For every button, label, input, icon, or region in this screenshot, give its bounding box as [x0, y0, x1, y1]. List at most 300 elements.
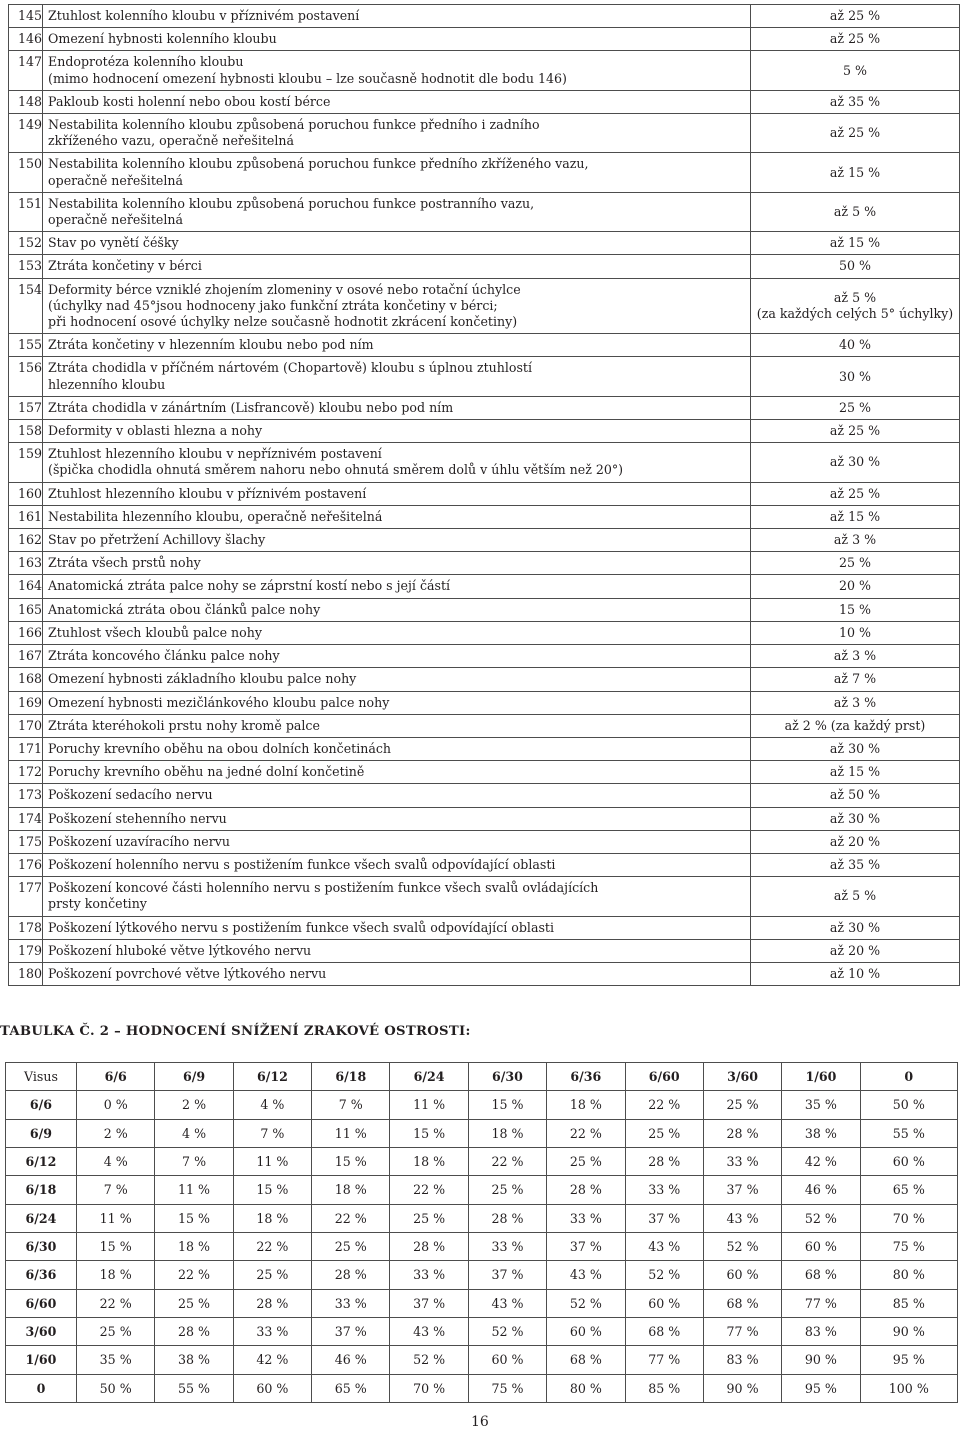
acuity-cell: 25 % [77, 1317, 155, 1345]
injury-percentage-value: 50 % [839, 258, 871, 274]
acuity-column-header: 3/60 [703, 1063, 781, 1091]
injury-description [43, 114, 751, 153]
injury-row [9, 90, 960, 113]
injury-number: 172 [9, 761, 43, 784]
injury-number: 161 [9, 505, 43, 528]
acuity-cell: 50 % [860, 1091, 957, 1119]
injury-description-line: operačně neřešitelná [48, 172, 183, 188]
injury-percentage-value: 25 % [839, 399, 871, 415]
injury-description [43, 278, 751, 334]
injury-percentage-value: až 25 % [829, 423, 881, 439]
injury-description [43, 807, 751, 830]
injury-row [9, 153, 960, 192]
injury-description [43, 443, 751, 482]
acuity-column-header: 6/36 [547, 1063, 625, 1091]
injury-description [43, 529, 751, 552]
acuity-cell: 25 % [233, 1261, 311, 1289]
acuity-column-header: 6/60 [625, 1063, 703, 1091]
injury-percentage [751, 807, 960, 830]
acuity-cell: 52 % [547, 1289, 625, 1317]
acuity-cell: 15 % [390, 1119, 468, 1147]
injury-number: 167 [9, 645, 43, 668]
injury-description-line: (mimo hodnocení omezení hybnosti kloubu – lze současně hodnotit dle bodu 146) [48, 70, 567, 86]
acuity-cell: 28 % [547, 1176, 625, 1204]
injury-description [43, 5, 751, 28]
acuity-cell: 33 % [468, 1232, 546, 1260]
injury-number: 173 [9, 784, 43, 807]
injury-description-line: Stav po přetržení Achillovy šlachy [48, 532, 266, 548]
injury-description-line: Nestabilita kolenního kloubu způsobená poruchou funkce předního zkříženého vazu, [48, 156, 589, 172]
injury-description [43, 28, 751, 51]
injury-row [9, 784, 960, 807]
acuity-row [6, 1176, 958, 1204]
injury-row [9, 5, 960, 28]
acuity-column-header: 6/9 [155, 1063, 233, 1091]
injury-row [9, 192, 960, 231]
acuity-cell: 42 % [782, 1147, 860, 1175]
injury-description-line: Poruchy krevního oběhu na obou dolních končetinách [48, 740, 392, 756]
injury-number: 149 [9, 114, 43, 153]
acuity-cell: 28 % [390, 1232, 468, 1260]
injury-description-line: Ztráta koncového článku palce nohy [48, 648, 280, 664]
acuity-cell: 37 % [390, 1289, 468, 1317]
injury-description [43, 598, 751, 621]
injury-number: 168 [9, 668, 43, 691]
injury-description-line: hlezenního kloubu [48, 376, 166, 392]
injury-percentage [751, 357, 960, 396]
injury-percentage-value: až 25 % [829, 485, 881, 501]
injury-description-line: prsty končetiny [48, 896, 147, 912]
acuity-cell: 68 % [782, 1261, 860, 1289]
acuity-cell: 60 % [625, 1289, 703, 1317]
page-number: 16 [471, 1414, 489, 1430]
acuity-cell: 95 % [782, 1374, 860, 1402]
acuity-cell: 33 % [625, 1176, 703, 1204]
injury-row [9, 334, 960, 357]
injury-percentage [751, 28, 960, 51]
injury-number: 180 [9, 962, 43, 985]
injury-row [9, 357, 960, 396]
injury-description-line: Stav po vynětí čéšky [48, 235, 179, 251]
table-2-title: TABULKA Č. 2 – HODNOCENÍ SNÍŽENÍ ZRAKOVÉ OSTROSTI: [0, 1024, 471, 1039]
injury-description-line: Omezení hybnosti základního kloubu palce nohy [48, 671, 357, 687]
acuity-cell: 83 % [782, 1317, 860, 1345]
acuity-cell: 22 % [155, 1261, 233, 1289]
acuity-cell: 11 % [312, 1119, 390, 1147]
acuity-cell: 22 % [312, 1204, 390, 1232]
injury-description [43, 505, 751, 528]
acuity-cell: 42 % [233, 1346, 311, 1374]
acuity-cell: 52 % [390, 1346, 468, 1374]
acuity-column-header: 0 [860, 1063, 957, 1091]
acuity-cell: 46 % [312, 1346, 390, 1374]
acuity-cell: 60 % [703, 1261, 781, 1289]
acuity-cell: 43 % [468, 1289, 546, 1317]
acuity-cell: 18 % [77, 1261, 155, 1289]
injury-percentage [751, 114, 960, 153]
injury-description [43, 784, 751, 807]
acuity-cell: 15 % [468, 1091, 546, 1119]
injury-description-line: Deformity bérce vzniklé zhojením zlomeniny v osové nebo rotační úchylce [48, 281, 521, 297]
injury-description-line: Poškození povrchové větve lýtkového nervu [48, 965, 327, 981]
injury-number: 164 [9, 575, 43, 598]
injury-row [9, 691, 960, 714]
acuity-cell: 70 % [860, 1204, 957, 1232]
injury-description [43, 962, 751, 985]
acuity-cell: 37 % [312, 1317, 390, 1345]
injury-description-line: Poškození lýtkového nervu s postižením funkce všech svalů odpovídající oblasti [48, 919, 555, 935]
injury-percentage-value: až 3 % [833, 694, 877, 710]
injury-number: 145 [9, 5, 43, 28]
acuity-cell: 52 % [625, 1261, 703, 1289]
acuity-cell: 65 % [860, 1176, 957, 1204]
acuity-row-header: 6/24 [6, 1204, 77, 1232]
injury-description-line: (úchylky nad 45°jsou hodnoceny jako funkční ztráta končetiny v bérci; [48, 297, 498, 313]
injury-number: 177 [9, 877, 43, 916]
injury-number: 153 [9, 255, 43, 278]
acuity-cell: 18 % [233, 1204, 311, 1232]
acuity-cell: 37 % [468, 1261, 546, 1289]
acuity-cell: 37 % [703, 1176, 781, 1204]
acuity-cell: 37 % [547, 1232, 625, 1260]
acuity-cell: 22 % [77, 1289, 155, 1317]
injury-description-line: Ztráta chodidla v zánártním (Lisfrancově) kloubu nebo pod ním [48, 399, 454, 415]
acuity-cell: 90 % [782, 1346, 860, 1374]
injury-percentage-value: až 35 % [829, 856, 881, 872]
acuity-cell: 22 % [233, 1232, 311, 1260]
acuity-cell: 18 % [155, 1232, 233, 1260]
injury-description-line: Omezení hybnosti mezičlánkového kloubu palce nohy [48, 694, 390, 710]
injury-description-line: Poruchy krevního oběhu na jedné dolní končetině [48, 764, 365, 780]
injury-row [9, 598, 960, 621]
acuity-cell: 25 % [625, 1119, 703, 1147]
injury-description-line: Pakloub kosti holenní nebo obou kostí bérce [48, 93, 331, 109]
acuity-row [6, 1204, 958, 1232]
injury-number: 147 [9, 51, 43, 90]
acuity-row-header: 6/60 [6, 1289, 77, 1317]
acuity-row-header: 6/36 [6, 1261, 77, 1289]
injury-row [9, 255, 960, 278]
injury-row [9, 877, 960, 916]
acuity-cell: 7 % [233, 1119, 311, 1147]
injury-row [9, 737, 960, 760]
injury-row [9, 939, 960, 962]
injury-row [9, 529, 960, 552]
injury-description-line: operačně neřešitelná [48, 212, 183, 228]
acuity-cell: 85 % [860, 1289, 957, 1317]
injury-row [9, 714, 960, 737]
acuity-cell: 90 % [703, 1374, 781, 1402]
acuity-cell: 2 % [155, 1091, 233, 1119]
injury-percentage-value: až 5 % [833, 203, 877, 219]
injury-percentage-value: až 15 % [829, 508, 881, 524]
injury-number: 159 [9, 443, 43, 482]
injury-percentage [751, 5, 960, 28]
injury-number: 146 [9, 28, 43, 51]
injury-row [9, 505, 960, 528]
acuity-cell: 7 % [155, 1147, 233, 1175]
injury-number: 179 [9, 939, 43, 962]
acuity-row-header: 3/60 [6, 1317, 77, 1345]
injury-description-line: Omezení hybnosti kolenního kloubu [48, 31, 277, 47]
acuity-corner-label: Visus [6, 1063, 77, 1091]
injury-description [43, 714, 751, 737]
acuity-cell: 95 % [860, 1346, 957, 1374]
injury-description-line: Ztuhlost hlezenního kloubu v nepříznivém postavení [48, 446, 382, 462]
injury-percentage [751, 598, 960, 621]
acuity-cell: 50 % [77, 1374, 155, 1402]
acuity-cell: 18 % [390, 1147, 468, 1175]
acuity-cell: 85 % [625, 1374, 703, 1402]
injury-percentage [751, 90, 960, 113]
injury-row [9, 575, 960, 598]
injury-description-line: Poškození hluboké větve lýtkového nervu [48, 942, 312, 958]
acuity-cell: 22 % [625, 1091, 703, 1119]
injury-percentage-value: 20 % [839, 578, 871, 594]
injury-row [9, 443, 960, 482]
injury-percentage-value: až 15 % [829, 764, 881, 780]
injury-percentage [751, 737, 960, 760]
injury-percentage [751, 877, 960, 916]
injury-description [43, 916, 751, 939]
acuity-cell: 28 % [468, 1204, 546, 1232]
acuity-cell: 11 % [77, 1204, 155, 1232]
acuity-cell: 4 % [233, 1091, 311, 1119]
acuity-cell: 77 % [782, 1289, 860, 1317]
injury-description [43, 575, 751, 598]
injury-percentage [751, 645, 960, 668]
injury-description [43, 153, 751, 192]
injury-percentage-value: až 35 % [829, 93, 881, 109]
acuity-cell: 28 % [233, 1289, 311, 1317]
acuity-cell: 25 % [155, 1289, 233, 1317]
injury-percentage [751, 714, 960, 737]
acuity-cell: 22 % [468, 1147, 546, 1175]
acuity-row-header: 6/30 [6, 1232, 77, 1260]
injury-description-line: při hodnocení osové úchylky nelze současně hodnotit zkrácení končetiny) [48, 314, 518, 330]
acuity-cell: 68 % [547, 1346, 625, 1374]
acuity-cell: 15 % [77, 1232, 155, 1260]
injury-percentage [751, 192, 960, 231]
acuity-cell: 11 % [390, 1091, 468, 1119]
acuity-cell: 35 % [77, 1346, 155, 1374]
injury-description-line: Nestabilita kolenního kloubu způsobená poruchou funkce postranního vazu, [48, 195, 535, 211]
injury-description-line: Ztráta končetiny v hlezenním kloubu nebo pod ním [48, 337, 374, 353]
acuity-cell: 100 % [860, 1374, 957, 1402]
injury-percentage-value: až 25 % [829, 31, 881, 47]
injury-number: 176 [9, 853, 43, 876]
injury-description-line: Ztuhlost hlezenního kloubu v příznivém postavení [48, 485, 367, 501]
injury-percentage [751, 761, 960, 784]
acuity-cell: 60 % [860, 1147, 957, 1175]
injury-percentage-value: až 50 % [829, 787, 881, 803]
acuity-row-header: 6/9 [6, 1119, 77, 1147]
acuity-cell: 90 % [860, 1317, 957, 1345]
injury-percentage-value: až 25 % [829, 125, 881, 141]
injury-percentage-value: až 15 % [829, 164, 881, 180]
injury-row [9, 668, 960, 691]
injury-description [43, 396, 751, 419]
injury-description-line: Poškození sedacího nervu [48, 787, 213, 803]
injury-percentage [751, 255, 960, 278]
injury-percentage [751, 278, 960, 334]
injury-percentage [751, 621, 960, 644]
injury-percentage [751, 153, 960, 192]
acuity-cell: 4 % [155, 1119, 233, 1147]
acuity-cell: 43 % [390, 1317, 468, 1345]
acuity-cell: 25 % [312, 1232, 390, 1260]
acuity-cell: 83 % [703, 1346, 781, 1374]
injury-description [43, 737, 751, 760]
injury-number: 157 [9, 396, 43, 419]
acuity-cell: 38 % [155, 1346, 233, 1374]
injury-percentage [751, 552, 960, 575]
injury-percentage [751, 784, 960, 807]
injury-number: 163 [9, 552, 43, 575]
injury-description-line: Nestabilita kolenního kloubu způsobená poruchou funkce předního i zadního [48, 117, 540, 133]
injury-percentage-value: až 20 % [829, 942, 881, 958]
injury-description-line: Anatomická ztráta palce nohy se záprstní kostí nebo s její částí [48, 578, 451, 594]
injury-description [43, 830, 751, 853]
injury-number: 156 [9, 357, 43, 396]
injury-number: 166 [9, 621, 43, 644]
injury-percentage-value: až 15 % [829, 235, 881, 251]
acuity-cell: 52 % [782, 1204, 860, 1232]
injury-description-line: Poškození stehenního nervu [48, 810, 227, 826]
acuity-row [6, 1374, 958, 1402]
injury-row [9, 552, 960, 575]
injury-percentage-value: až 30 % [829, 919, 881, 935]
injury-description-line: (špička chodidla ohnutá směrem nahoru nebo ohnutá směrem dolů v úhlu větším než 20°) [48, 462, 624, 478]
acuity-cell: 33 % [547, 1204, 625, 1232]
injury-number: 174 [9, 807, 43, 830]
injury-description-line: Poškození holenního nervu s postižením funkce všech svalů odpovídající oblasti [48, 856, 556, 872]
acuity-cell: 18 % [468, 1119, 546, 1147]
injury-number: 154 [9, 278, 43, 334]
injury-row [9, 278, 960, 334]
injury-description-line: Ztráta kteréhokoli prstu nohy kromě palce [48, 717, 320, 733]
acuity-column-header: 6/18 [312, 1063, 390, 1091]
acuity-column-header: 6/24 [390, 1063, 468, 1091]
acuity-cell: 77 % [703, 1317, 781, 1345]
injury-percentage-value: až 5 % [833, 888, 877, 904]
injury-row [9, 830, 960, 853]
injury-number: 151 [9, 192, 43, 231]
acuity-cell: 60 % [782, 1232, 860, 1260]
acuity-cell: 80 % [547, 1374, 625, 1402]
acuity-row [6, 1147, 958, 1175]
injury-description [43, 761, 751, 784]
injury-percentage-value: až 20 % [829, 833, 881, 849]
injury-description [43, 691, 751, 714]
acuity-cell: 22 % [547, 1119, 625, 1147]
acuity-cell: 33 % [312, 1289, 390, 1317]
acuity-cell: 7 % [312, 1091, 390, 1119]
acuity-cell: 60 % [233, 1374, 311, 1402]
injury-description-line: Poškození uzavíracího nervu [48, 833, 231, 849]
acuity-row-header: 0 [6, 1374, 77, 1402]
injury-number: 169 [9, 691, 43, 714]
injury-table-body [9, 5, 960, 986]
injury-percentage [751, 232, 960, 255]
injury-percentage [751, 396, 960, 419]
acuity-cell: 46 % [782, 1176, 860, 1204]
acuity-cell: 68 % [625, 1317, 703, 1345]
injury-row [9, 114, 960, 153]
acuity-cell: 0 % [77, 1091, 155, 1119]
acuity-cell: 33 % [390, 1261, 468, 1289]
injury-percentage-value: až 3 % [833, 648, 877, 664]
acuity-cell: 55 % [155, 1374, 233, 1402]
injury-percentage-value: 25 % [839, 555, 871, 571]
acuity-cell: 11 % [155, 1176, 233, 1204]
injury-percentage [751, 443, 960, 482]
injury-number: 170 [9, 714, 43, 737]
acuity-column-header: 6/12 [233, 1063, 311, 1091]
injury-percentage-value: až 30 % [829, 454, 881, 470]
injury-description [43, 232, 751, 255]
injury-row [9, 761, 960, 784]
acuity-row [6, 1261, 958, 1289]
acuity-cell: 25 % [547, 1147, 625, 1175]
injury-description-line: Ztráta všech prstů nohy [48, 555, 201, 571]
injury-percentage [751, 482, 960, 505]
acuity-row-header: 1/60 [6, 1346, 77, 1374]
injury-description [43, 357, 751, 396]
visual-acuity-table [5, 1062, 958, 1403]
acuity-cell: 28 % [312, 1261, 390, 1289]
injury-number: 178 [9, 916, 43, 939]
injury-percentage-value: 5 % [843, 62, 867, 78]
injury-description-line: Ztráta končetiny v bérci [48, 258, 202, 274]
injury-row [9, 807, 960, 830]
acuity-cell: 18 % [312, 1176, 390, 1204]
injury-description [43, 552, 751, 575]
injury-percentage-value: 15 % [839, 601, 871, 617]
injury-percentage-value: až 3 % [833, 532, 877, 548]
injury-description [43, 853, 751, 876]
injury-percentage-value: 30 % [839, 368, 871, 384]
injury-row [9, 962, 960, 985]
injury-percentage [751, 420, 960, 443]
injury-number: 160 [9, 482, 43, 505]
acuity-row-header: 6/18 [6, 1176, 77, 1204]
injury-percentage [751, 575, 960, 598]
injury-percentage [751, 916, 960, 939]
acuity-cell: 28 % [155, 1317, 233, 1345]
acuity-header-row [6, 1063, 958, 1091]
acuity-cell: 70 % [390, 1374, 468, 1402]
acuity-cell: 43 % [703, 1204, 781, 1232]
acuity-cell: 28 % [703, 1119, 781, 1147]
acuity-cell: 25 % [390, 1204, 468, 1232]
acuity-cell: 18 % [547, 1091, 625, 1119]
acuity-cell: 52 % [703, 1232, 781, 1260]
visual-acuity-table-body [6, 1063, 958, 1403]
acuity-column-header: 6/30 [468, 1063, 546, 1091]
acuity-cell: 15 % [312, 1147, 390, 1175]
acuity-cell: 38 % [782, 1119, 860, 1147]
acuity-cell: 2 % [77, 1119, 155, 1147]
acuity-cell: 75 % [860, 1232, 957, 1260]
injury-percentage-value: až 5 % [833, 289, 877, 305]
injury-percentage-value: až 30 % [829, 740, 881, 756]
injury-row [9, 232, 960, 255]
injury-description-line: Ztuhlost všech kloubů palce nohy [48, 624, 262, 640]
acuity-cell: 33 % [233, 1317, 311, 1345]
injury-description-line: Endoprotéza kolenního kloubu [48, 54, 244, 70]
injury-row [9, 621, 960, 644]
